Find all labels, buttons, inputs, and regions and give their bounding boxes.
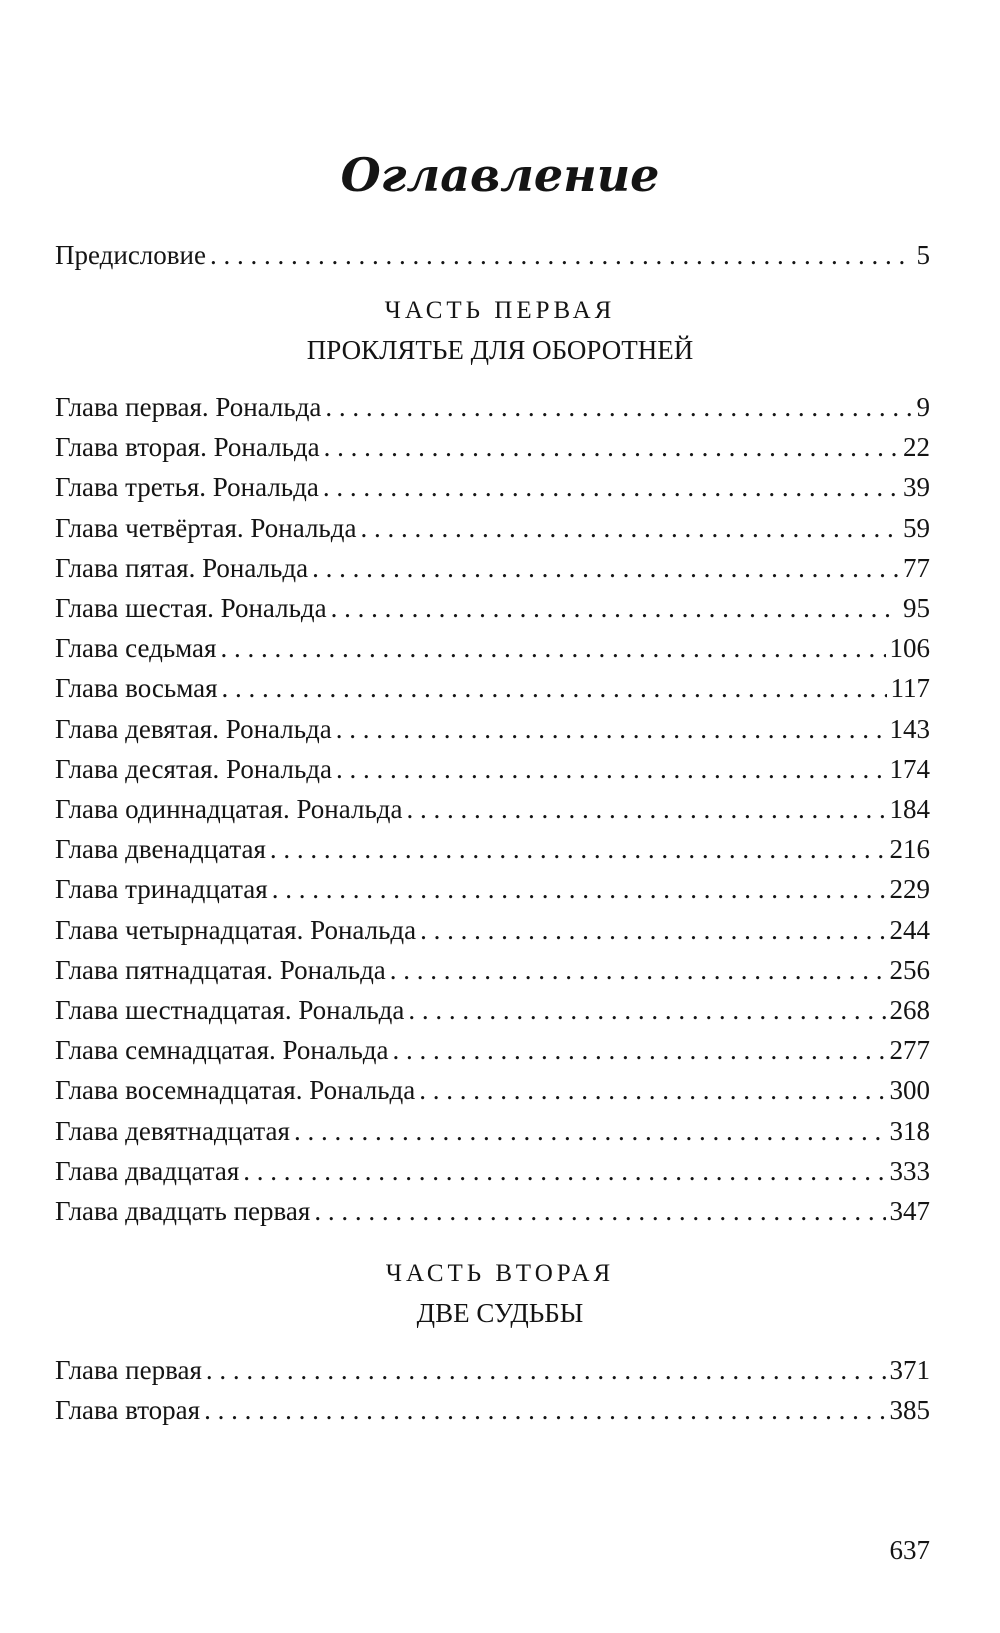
part-one-title: ПРОКЛЯТЬЕ ДЛЯ ОБОРОТНЕЙ	[306, 335, 694, 365]
dot-leader	[393, 1033, 886, 1067]
dot-leader	[294, 1114, 886, 1148]
toc-entry-label: Глава одиннадцатая. Рональда	[55, 794, 403, 824]
toc-entry-page: 22	[903, 432, 930, 463]
toc-entry	[55, 792, 930, 826]
toc-entry-page: 184	[889, 794, 930, 824]
dot-leader	[324, 430, 899, 464]
toc-entry-page: 385	[889, 1395, 930, 1426]
toc-entry	[55, 953, 930, 987]
dot-leader	[272, 872, 886, 906]
part-two-heading: ЧАСТЬ ВТОРАЯ	[385, 1260, 615, 1287]
toc-entry-label: Глава седьмая	[55, 633, 217, 664]
toc-entry	[55, 551, 930, 585]
toc-entry	[55, 430, 930, 464]
page-title: Оглавление	[340, 148, 660, 202]
toc-entry-page: 59	[903, 512, 930, 543]
toc-entry-label: Глава двадцатая	[55, 1155, 240, 1186]
toc-entry-label: Предисловие	[55, 240, 206, 270]
toc-entry-page: 268	[889, 995, 930, 1025]
toc-entry-page: 256	[889, 954, 930, 985]
toc-entry-label: Глава вторая	[55, 1395, 201, 1426]
toc-entry	[55, 671, 930, 705]
toc-entry	[55, 591, 930, 625]
toc-entry-label: Глава четвёртая. Рональда	[55, 512, 357, 543]
dot-leader	[406, 792, 885, 826]
dot-leader	[206, 1353, 886, 1387]
dot-leader	[419, 1073, 885, 1107]
toc-entry-page: 39	[903, 472, 930, 503]
dot-leader	[220, 631, 885, 665]
dot-leader	[270, 832, 886, 866]
dot-leader	[336, 752, 885, 786]
part-one-heading: ЧАСТЬ ПЕРВАЯ	[384, 297, 616, 324]
dot-leader	[331, 591, 899, 625]
dot-leader	[312, 551, 899, 585]
toc-entry	[55, 872, 930, 906]
toc-entry-label: Глава третья. Рональда	[55, 472, 319, 503]
toc-entry	[55, 1353, 930, 1387]
toc-entry-page: 277	[889, 1035, 930, 1066]
toc-entry-label: Глава шестая. Рональда	[55, 593, 327, 623]
dot-leader	[408, 993, 885, 1027]
toc-entry-page: 347	[889, 1196, 930, 1226]
toc-entry	[55, 752, 930, 786]
dot-leader	[420, 913, 885, 947]
toc-entry	[55, 470, 930, 504]
toc-entry-label: Глава пятая. Рональда	[55, 552, 309, 583]
toc-entry	[55, 1194, 930, 1228]
toc-entry-page: 300	[889, 1075, 930, 1106]
toc-entry-label: Глава первая. Рональда	[55, 392, 322, 422]
toc-entry-label: Глава десятая. Рональда	[55, 753, 333, 784]
toc-entry	[55, 1073, 930, 1107]
toc-entry	[55, 832, 930, 866]
toc-entry-label: Глава двадцать первая	[55, 1196, 311, 1226]
toc-entry-label: Глава вторая. Рональда	[55, 432, 320, 463]
toc-entry	[55, 993, 930, 1027]
dot-leader	[314, 1194, 885, 1228]
toc-entry-preface	[55, 238, 930, 272]
dot-leader	[222, 671, 887, 705]
toc-entry-page: 229	[889, 874, 930, 905]
dot-leader	[390, 953, 886, 987]
toc-entry-label: Глава пятнадцатая. Рональда	[55, 954, 386, 985]
toc-entry-label: Глава шестнадцатая. Рональда	[55, 995, 405, 1025]
toc-entry-page: 371	[889, 1355, 930, 1385]
toc-entry-page: 318	[889, 1115, 930, 1146]
toc-entry-page: 106	[889, 633, 930, 664]
toc-entry-label: Глава девятая. Рональда	[55, 713, 332, 744]
toc-entry-label: Глава первая	[55, 1355, 202, 1385]
toc-entry	[55, 1033, 930, 1067]
part-two-title: ДВЕ СУДЬБЫ	[416, 1298, 584, 1328]
toc-entry-page: 9	[916, 392, 930, 422]
toc-entry-label: Глава восемнадцатая. Рональда	[55, 1075, 416, 1106]
dot-leader	[210, 238, 913, 272]
toc-entry-page: 117	[890, 673, 930, 704]
toc-entry-page: 95	[903, 593, 930, 623]
toc-entry-page: 333	[889, 1155, 930, 1186]
toc-entry	[55, 1393, 930, 1427]
toc-entry-page: 244	[889, 914, 930, 945]
toc-entry-label: Глава семнадцатая. Рональда	[55, 1035, 389, 1066]
toc-entry-label: Глава четырнадцатая. Рональда	[55, 914, 417, 945]
toc-entry-label: Глава двенадцатая	[55, 834, 266, 865]
dot-leader	[325, 390, 912, 424]
toc-entry-page: 5	[916, 240, 930, 270]
toc-entry-label: Глава тринадцатая	[55, 874, 268, 905]
dot-leader	[360, 511, 899, 545]
toc-entry	[55, 1154, 930, 1188]
page-number: 637	[889, 1535, 930, 1565]
dot-leader	[323, 470, 899, 504]
toc-entry	[55, 1114, 930, 1148]
toc-entry-page: 143	[889, 713, 930, 744]
toc-entry-label: Глава восьмая	[55, 673, 218, 704]
toc-entry-label: Глава девятнадцатая	[55, 1115, 290, 1146]
toc-entry-page: 216	[889, 834, 930, 865]
dot-leader	[336, 712, 886, 746]
toc-entry-page: 174	[889, 753, 930, 784]
toc-entry	[55, 390, 930, 424]
toc-entry	[55, 511, 930, 545]
dot-leader	[204, 1393, 885, 1427]
toc-entry	[55, 631, 930, 665]
toc-entry	[55, 712, 930, 746]
dot-leader	[243, 1154, 885, 1188]
toc-entry-page: 77	[903, 552, 930, 583]
toc-entry	[55, 913, 930, 947]
